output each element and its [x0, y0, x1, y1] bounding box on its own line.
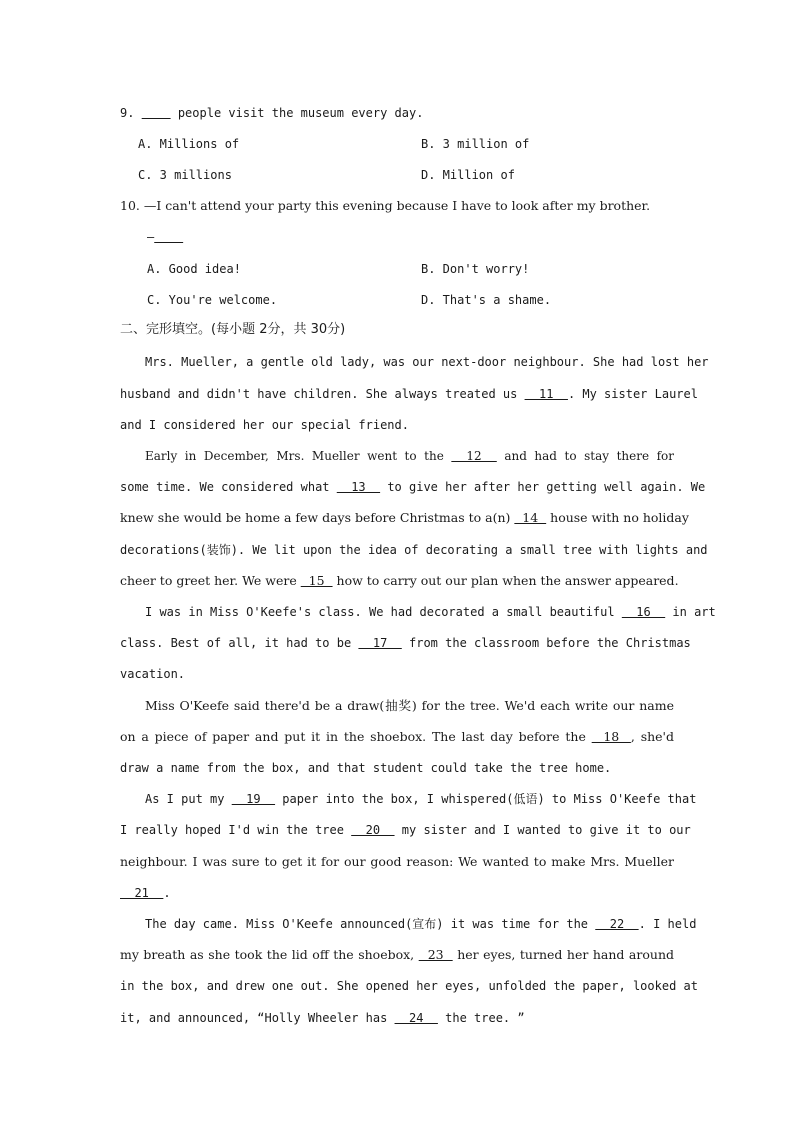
answer-blank: 18: [591, 729, 631, 744]
passage-line: decorations(装饰). We lit upon the idea of decorating a small tree with lights and: [120, 543, 708, 557]
answer-blank: 23: [418, 947, 453, 962]
q9-option-a: A. Millions of: [138, 137, 240, 151]
q10-option-c: C. You're welcome.: [147, 293, 278, 307]
passage-line: cheer to greet her. We were 15 how to carry out our plan when the answer appeared.: [120, 573, 679, 588]
q9-stem: 9. people visit the museum every day.: [120, 106, 424, 120]
answer-blank: 15: [300, 573, 333, 588]
passage-line: 21 .: [120, 886, 171, 900]
q10-option-b: B. Don't worry!: [421, 262, 530, 276]
answer-blank: 17: [358, 636, 402, 650]
passage-line: Early in December, Mrs. Mueller went to the 12 and had to stay there for: [145, 449, 674, 463]
passage-line: in the box, and drew one out. She opened her eyes, unfolded the paper, looked at: [120, 979, 698, 993]
passage-line: class. Best of all, it had to be 17 from the classroom before the Christmas: [120, 636, 691, 650]
q9-option-d: D. Million of: [421, 168, 515, 182]
q10-reply: —: [147, 229, 183, 245]
passage-line: I really hoped I'd win the tree 20 my sister and I wanted to give it to our: [120, 823, 691, 837]
answer-blank: 12: [451, 449, 497, 463]
answer-blank: [154, 230, 183, 244]
answer-blank: 16: [621, 605, 666, 619]
q10-option-a: A. Good idea!: [147, 262, 241, 276]
passage-line: my breath as she took the lid off the shoebox, 23 her eyes, turned her hand around: [120, 947, 674, 962]
passage-line: on a piece of paper and put it in the shoebox. The last day before the 18 , she'd: [120, 729, 674, 744]
answer-blank: [142, 106, 171, 120]
answer-blank: 20: [351, 823, 395, 837]
passage-line: it, and announced, “Holly Wheeler has 24 the tree. ”: [120, 1011, 525, 1025]
passage-line: some time. We considered what 13 to give her after her getting well again. We: [120, 480, 706, 494]
passage-line: The day came. Miss O'Keefe announced(宣布) it was time for the 22 . I held: [145, 917, 697, 931]
answer-blank: 14: [514, 510, 547, 525]
q10-option-d: D. That's a shame.: [421, 293, 552, 307]
passage-line: As I put my 19 paper into the box, I whispered(低语) to Miss O'Keefe that: [145, 792, 697, 806]
passage-line: and I considered her our special friend.: [120, 418, 409, 432]
passage-line: draw a name from the box, and that student could take the tree home.: [120, 761, 612, 775]
passage-line: husband and didn't have children. She always treated us 11 . My sister Laurel: [120, 387, 698, 401]
q10-stem: 10. —I can't attend your party this evening because I have to look after my brother.: [120, 198, 651, 213]
passage-line: Miss O'Keefe said there'd be a draw(抽奖) for the tree. We'd each write our name: [145, 698, 674, 713]
passage-line: Mrs. Mueller, a gentle old lady, was our next-door neighbour. She had lost her: [145, 355, 709, 369]
passage-line: knew she would be home a few days before Christmas to a(n) 14 house with no holiday: [120, 510, 689, 525]
passage-line: I was in Miss O'Keefe's class. We had decorated a small beautiful 16 in art: [145, 605, 716, 619]
answer-blank: 24: [394, 1011, 438, 1025]
answer-blank: 13: [336, 480, 381, 494]
section-heading: 二、完形填空。(每小题 2分，共 30分): [120, 322, 346, 337]
answer-blank: 22: [595, 917, 639, 931]
answer-blank: 19: [231, 792, 276, 806]
answer-blank: 21: [120, 886, 164, 900]
answer-blank: 11: [524, 387, 568, 401]
q9-option-b: B. 3 million of: [421, 137, 530, 151]
q9-option-c: C. 3 millions: [138, 168, 232, 182]
passage-line: vacation.: [120, 667, 186, 681]
passage-line: neighbour. I was sure to get it for our good reason: We wanted to make Mrs. Mueller: [120, 854, 674, 869]
